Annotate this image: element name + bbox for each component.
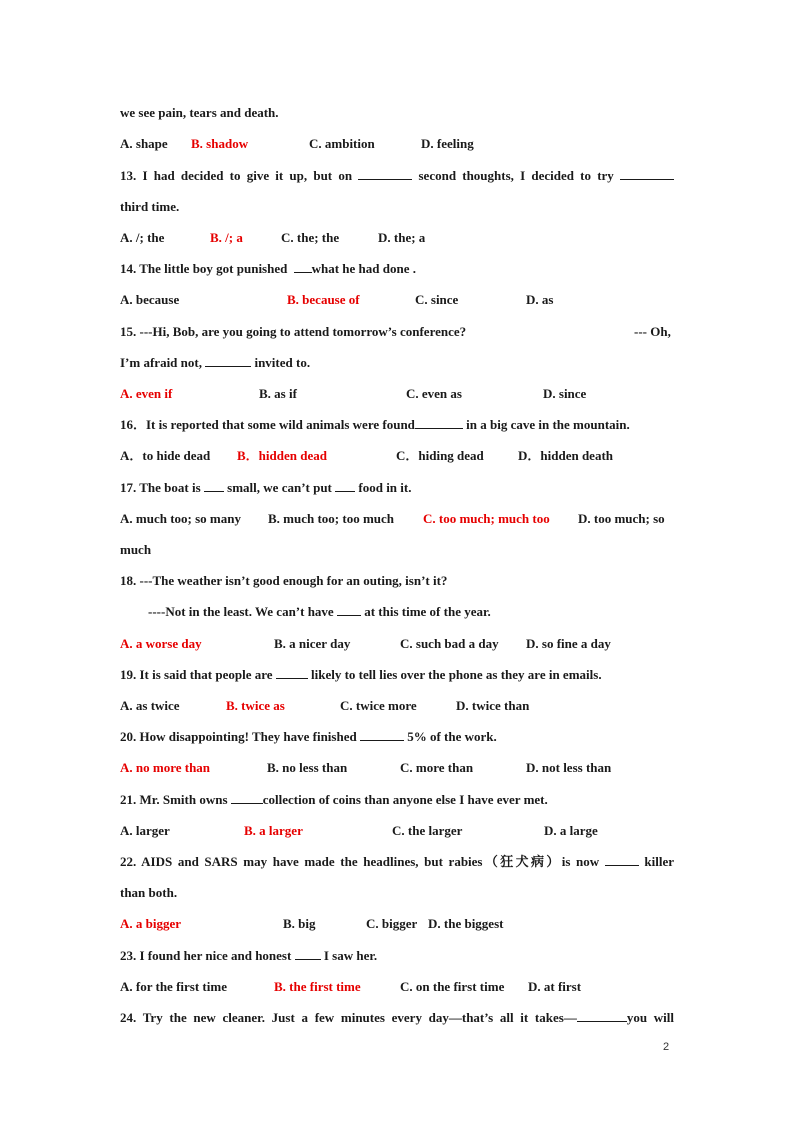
question-16 xyxy=(120,417,630,433)
question-23 xyxy=(120,948,377,964)
option-b: B. as if xyxy=(259,386,297,401)
option-d: D. a large xyxy=(544,823,598,838)
question-text: at this time of the year. xyxy=(364,604,491,619)
option-d: D. the; a xyxy=(378,230,426,245)
question-text: 14. The little boy got punished xyxy=(120,261,288,276)
option-d: D. twice than xyxy=(456,698,530,713)
option-a: A. because xyxy=(120,292,180,307)
answer-blank xyxy=(577,1010,627,1022)
question-text: small, we can’t put xyxy=(227,480,332,495)
answer-option-b: B．hidden dead xyxy=(237,448,327,463)
question-18: 18. ---The weather isn’t good enough for an outing, isn’t it? xyxy=(120,573,448,588)
question-text: 22. AIDS and SARS may have made the headlines, but rabies（狂犬病）is now xyxy=(120,854,600,869)
option-d: D. at first xyxy=(528,979,582,994)
answer-blank xyxy=(337,604,361,616)
option-a: A. much too; so many xyxy=(120,511,241,526)
option-c: C. such bad a day xyxy=(400,636,499,651)
question-text: in a big cave in the mountain. xyxy=(466,417,630,432)
answer-option-b: B. twice as xyxy=(226,698,285,713)
option-d: D. since xyxy=(543,386,587,401)
question-text: 13. I had decided to give it up, but on xyxy=(120,168,353,183)
answer-option-b: B. shadow xyxy=(191,136,249,151)
answer-blank xyxy=(360,729,404,741)
answer-option-b: B. because of xyxy=(287,292,360,307)
answer-option-b: B. the first time xyxy=(274,979,361,994)
answer-blank xyxy=(605,854,639,866)
answer-blank xyxy=(231,792,263,804)
question-text: killer xyxy=(644,854,674,869)
option-b: B. much too; too much xyxy=(268,511,395,526)
question-text: food in it. xyxy=(358,480,412,495)
answer-option-a: A. no more than xyxy=(120,760,211,775)
question-text: invited to. xyxy=(254,355,311,370)
question-22 xyxy=(120,854,674,870)
question-text: 21. Mr. Smith owns xyxy=(120,792,228,807)
option-d: D. so fine a day xyxy=(526,636,611,651)
option-c: C. twice more xyxy=(340,698,417,713)
question-21 xyxy=(120,792,548,808)
option-c: C. the; the xyxy=(281,230,340,245)
option-d: D. the biggest xyxy=(428,916,504,931)
text-line: we see pain, tears and death. xyxy=(120,105,279,120)
option-d: D. not less than xyxy=(526,760,612,775)
option-a: A．to hide dead xyxy=(120,448,211,463)
option-c: C. on the first time xyxy=(400,979,505,994)
option-a: A. shape xyxy=(120,136,168,151)
question-text: I’m afraid not, xyxy=(120,355,202,370)
question-text: collection of coins than anyone else I have ever met. xyxy=(262,792,548,807)
option-d: D. as xyxy=(526,292,554,307)
answer-blank xyxy=(358,168,412,180)
answer-blank xyxy=(204,480,224,492)
option-c: C. bigger xyxy=(366,916,418,931)
question-text: 5% of the work. xyxy=(407,729,497,744)
question-text: 19. It is said that people are xyxy=(120,667,273,682)
question-14 xyxy=(120,261,416,277)
question-15-reply: --- Oh, xyxy=(634,324,671,339)
option-c: C．hiding dead xyxy=(396,448,484,463)
question-19 xyxy=(120,667,602,683)
option-a: A. for the first time xyxy=(120,979,227,994)
answer-blank xyxy=(335,480,355,492)
answer-blank xyxy=(276,667,308,679)
question-text: 23. I found her nice and honest xyxy=(120,948,292,963)
answer-blank xyxy=(415,417,463,429)
question-13 xyxy=(120,168,674,184)
option-d: D. feeling xyxy=(421,136,474,151)
question-text: you will xyxy=(626,1010,674,1025)
question-20 xyxy=(120,729,497,745)
option-c: C. more than xyxy=(400,760,474,775)
option-d: D．hidden death xyxy=(518,448,613,463)
question-text: 16．It is reported that some wild animals were found xyxy=(120,417,415,432)
option-b: B. no less than xyxy=(267,760,348,775)
question-text: 20. How disappointing! They have finished xyxy=(120,729,357,744)
question-22-cont: than both. xyxy=(120,885,178,900)
question-text: second thoughts, I decided to try xyxy=(418,168,614,183)
option-a: A. /; the xyxy=(120,230,165,245)
answer-option-a: A. a worse day xyxy=(120,636,202,651)
option-d-cont: much xyxy=(120,542,152,557)
question-text: likely to tell lies over the phone as they are in emails. xyxy=(311,667,602,682)
answer-blank xyxy=(205,355,251,367)
answer-option-b: B. /; a xyxy=(210,230,243,245)
question-text: what he had done . xyxy=(311,261,416,276)
answer-blank xyxy=(294,261,312,273)
question-17 xyxy=(120,480,411,496)
answer-option-a: A. a bigger xyxy=(120,916,182,931)
option-b: B. a nicer day xyxy=(274,636,351,651)
question-text: I saw her. xyxy=(323,948,378,963)
option-c: C. even as xyxy=(406,386,462,401)
option-c: C. ambition xyxy=(309,136,375,151)
question-13-cont: third time. xyxy=(120,199,180,214)
answer-blank xyxy=(620,168,674,180)
question-18-reply xyxy=(148,604,491,620)
answer-option-c: C. too much; much too xyxy=(423,511,550,526)
option-a: A. as twice xyxy=(120,698,180,713)
question-24 xyxy=(120,1010,674,1026)
question-text: ----Not in the least. We can’t have xyxy=(148,604,334,619)
option-c: C. the larger xyxy=(392,823,463,838)
page-number: 2 xyxy=(663,1041,670,1053)
question-text: 24. Try the new cleaner. Just a few minutes every day—that’s all it takes— xyxy=(120,1010,577,1025)
question-text: 17. The boat is xyxy=(120,480,201,495)
option-a: A. larger xyxy=(120,823,170,838)
answer-option-a: A. even if xyxy=(120,386,173,401)
option-c: C. since xyxy=(415,292,459,307)
answer-option-b: B. a larger xyxy=(244,823,303,838)
option-d: D. too much; so xyxy=(578,511,665,526)
question-15: 15. ---Hi, Bob, are you going to attend tomorrow’s conference? xyxy=(120,324,467,339)
question-15-cont xyxy=(120,355,310,371)
answer-blank xyxy=(295,948,321,960)
option-b: B. big xyxy=(283,916,316,931)
